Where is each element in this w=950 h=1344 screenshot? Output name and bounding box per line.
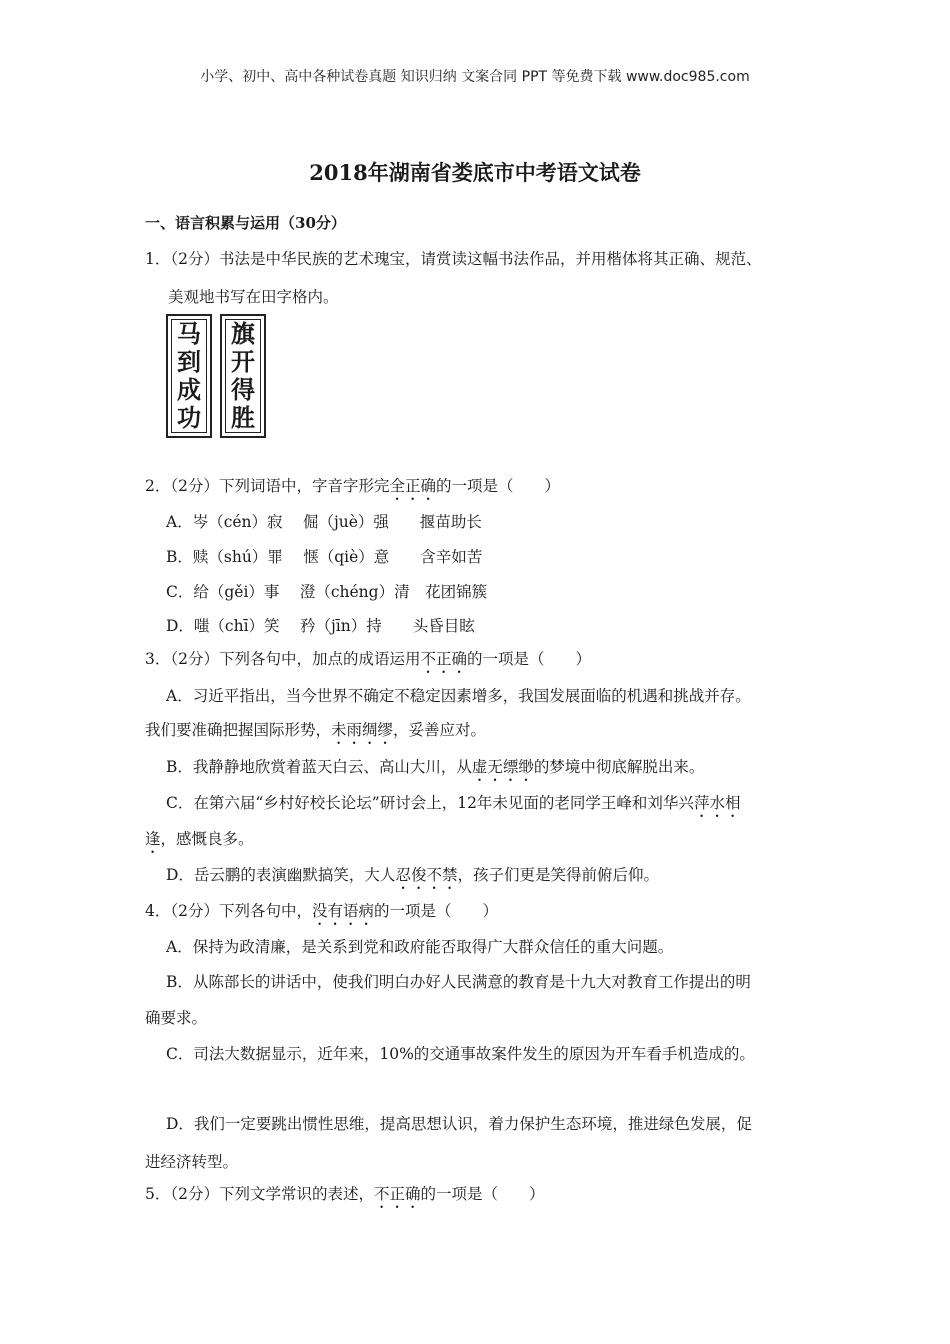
question-3-option-b: B．我静静地欣赏着蓝天白云、高山大川，从虚无缥缈的梦境中彻底解脱出来。 <box>166 758 705 776</box>
question-3-option-a-line-1: A．习近平指出，当今世界不确定不稳定因素增多，我国发展面临的机遇和挑战并存。 <box>166 687 751 705</box>
question-3-stem: 3．（2分）下列各句中，加点的成语运用不正确的一项是（ ） <box>145 650 592 668</box>
page-title: 2018年湖南省娄底市中考语文试卷 <box>309 160 641 185</box>
question-2-stem: 2．（2分）下列词语中，字音字形完全正确的一项是（ ） <box>145 477 561 495</box>
question-4-stem: 4．（2分）下列各句中，没有语病的一项是（ ） <box>145 902 499 920</box>
question-4-option-c: C．司法大数据显示，近年来，10%的交通事故案件发生的原因为开车看手机造成的。 <box>166 1045 755 1063</box>
question-4-option-a: A．保持为政清廉，是关系到党和政府能否取得广大群众信任的重大问题。 <box>166 938 674 956</box>
question-2-option-d: D．嗤（chī）笑 矜（jīn）持 头昏目眩 <box>166 617 475 635</box>
question-1-line-1: 1．（2分）书法是中华民族的艺术瑰宝，请赏读这幅书法作品，并用楷体将其正确、规范、 <box>145 250 762 268</box>
calligraphy-panel-left <box>166 314 212 438</box>
question-4-option-d-line-1: D．我们一定要跳出惯性思维，提高思想认识，着力保护生态环境，推进绿色发展，促 <box>166 1115 752 1133</box>
question-4-option-b-line-2: 确要求。 <box>145 1009 208 1027</box>
calligraphy-panel-right <box>220 314 266 438</box>
question-3-option-d: D．岳云鹏的表演幽默搞笑，大人忍俊不禁，孩子们更是笑得前俯后仰。 <box>166 866 659 884</box>
question-5-stem: 5．（2分）下列文学常识的表述，不正确的一项是（ ） <box>145 1185 545 1203</box>
page-header: 小学、初中、高中各种试卷真题 知识归纳 文案合同 PPT 等免费下载 www.doc985.com <box>200 69 750 85</box>
question-2-option-a: A．岑（cén）寂 倔（juè）强 揠苗助长 <box>166 513 482 531</box>
calligraphy-text-right: 旗开得胜 <box>231 319 255 432</box>
question-1-line-2: 美观地书写在田字格内。 <box>168 288 339 306</box>
question-4-option-d-line-2: 进经济转型。 <box>145 1153 239 1171</box>
question-2-option-c: C．给（gěi）事 澄（chéng）清 花团锦簇 <box>166 583 488 601</box>
question-3-option-c-line-1: C．在第六届“乡村好校长论坛”研讨会上，12年未见面的老同学王峰和刘华兴萍水相 <box>166 794 741 812</box>
question-3-option-c-line-2: 逢，感慨良多。 <box>145 830 254 848</box>
calligraphy-text-left: 马到成功 <box>177 319 201 432</box>
section-heading: 一、语言积累与运用（30分） <box>145 214 346 232</box>
question-4-option-b-line-1: B．从陈部长的讲话中，使我们明白办好人民满意的教育是十九大对教育工作提出的明 <box>166 973 751 991</box>
question-3-option-a-line-2: 我们要准确把握国际形势，未雨绸缪，妥善应对。 <box>145 721 487 739</box>
question-2-option-b: B．赎（shú）罪 惬（qiè）意 含辛如苦 <box>166 548 483 566</box>
